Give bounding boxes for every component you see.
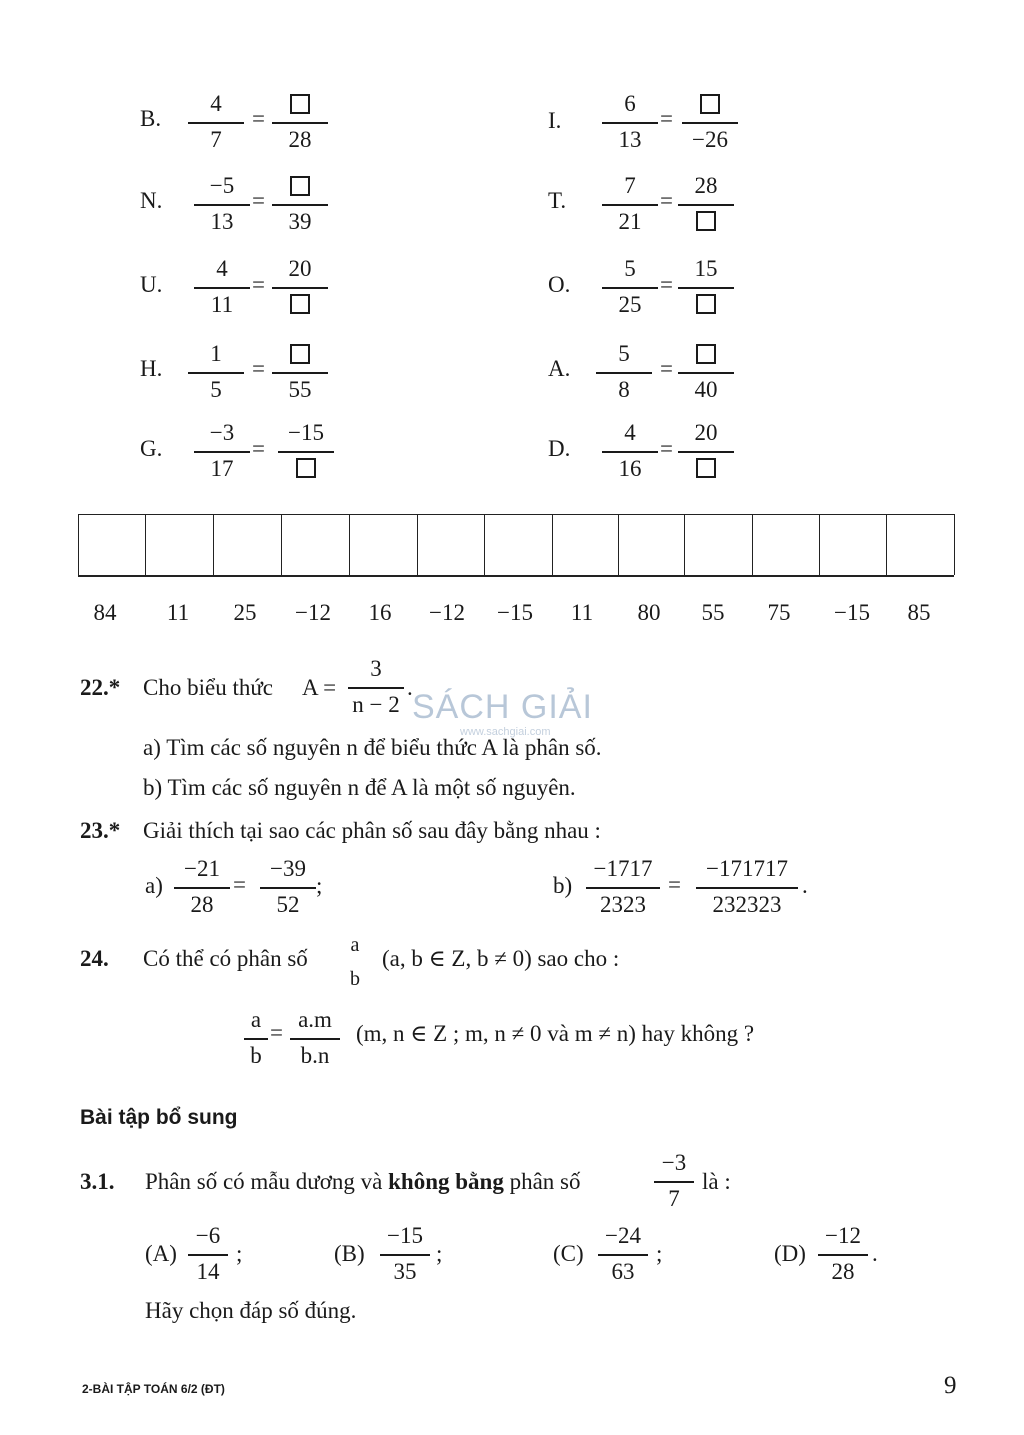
letter-label: O. (548, 272, 571, 297)
blank-box (290, 176, 310, 196)
letter-label: U. (140, 272, 163, 297)
option-label: (B) (334, 1241, 365, 1266)
grid-cell[interactable] (484, 514, 485, 575)
grid-cell[interactable] (213, 514, 214, 575)
instruction-text: Hãy chọn đáp số đúng. (145, 1298, 357, 1323)
letter-label: H. (140, 356, 163, 381)
blank-box (296, 458, 316, 478)
answer-value: −12 (429, 600, 465, 625)
answer-value: 16 (368, 600, 392, 625)
letter-label: I. (548, 108, 562, 133)
grid-cell[interactable] (78, 514, 79, 575)
part-label: b) (553, 873, 573, 898)
option-label: (C) (553, 1241, 584, 1266)
watermark-logo: SÁCH GIẢI (412, 688, 593, 726)
answer-value: 11 (166, 600, 190, 625)
page-number: 9 (944, 1372, 957, 1399)
letter-label: B. (140, 106, 162, 131)
letter-label: N. (140, 188, 163, 213)
question-text: Cho biểu thức (143, 675, 274, 700)
answer-value: 75 (767, 600, 791, 625)
grid-cell[interactable] (886, 514, 887, 575)
grid-cell[interactable] (281, 514, 282, 575)
option-label: (D) (774, 1241, 806, 1266)
answer-value: 25 (233, 600, 257, 625)
expression-lhs: A = (302, 675, 337, 700)
blank-box (696, 294, 716, 314)
letter-label: A. (548, 356, 571, 381)
answer-value: 55 (701, 600, 725, 625)
footer-book-title: 2-BÀI TẬP TOÁN 6/2 (ĐT) (82, 1382, 225, 1396)
question-text: Có thể có phân số (143, 946, 308, 971)
blank-box (290, 94, 310, 114)
grid-cell[interactable] (819, 514, 820, 575)
grid-cell[interactable] (417, 514, 418, 575)
watermark-url: www.sachgiai.com (460, 726, 551, 738)
question-text: Phân số có mẫu dương và không bằng phân số (145, 1169, 581, 1194)
option-label: (A) (145, 1241, 177, 1266)
condition-text: (m, n ∈ Z ; m, n ≠ 0 và m ≠ n) hay không ? (356, 1021, 755, 1046)
letter-label: T. (548, 188, 567, 213)
letter-label: D. (548, 436, 571, 461)
blank-box (696, 211, 716, 231)
answer-value: −12 (295, 600, 331, 625)
blank-box (700, 94, 720, 114)
blank-box (696, 458, 716, 478)
answer-value: 11 (570, 600, 594, 625)
grid-cell[interactable] (552, 514, 553, 575)
answer-value: 80 (637, 600, 661, 625)
answer-value: −15 (497, 600, 533, 625)
grid-cell[interactable] (618, 514, 619, 575)
sub-question-b: b) Tìm các số nguyên n để A là một số nguyên. (143, 775, 576, 800)
question-number: 24. (80, 946, 109, 971)
question-number: 22.* (80, 675, 121, 700)
question-text: Giải thích tại sao các phân số sau đây bằng nhau : (143, 818, 601, 843)
grid-cell[interactable] (954, 514, 955, 575)
condition-text: (a, b ∈ Z, b ≠ 0) sao cho : (382, 946, 620, 971)
blank-box (290, 344, 310, 364)
blank-box (290, 294, 310, 314)
grid-cell[interactable] (684, 514, 685, 575)
section-heading: Bài tập bổ sung (80, 1106, 238, 1129)
grid-cell[interactable] (145, 514, 146, 575)
letter-label: G. (140, 436, 163, 461)
question-number: 23.* (80, 818, 121, 843)
answer-value: 85 (907, 600, 931, 625)
blank-box (696, 344, 716, 364)
part-label: a) (145, 873, 163, 898)
answer-value: −15 (834, 600, 870, 625)
sub-question-a: a) Tìm các số nguyên n để biểu thức A là phân số. (143, 735, 602, 760)
grid-cell[interactable] (752, 514, 753, 575)
question-number: 3.1. (80, 1169, 115, 1194)
grid-cell[interactable] (349, 514, 350, 575)
answer-value: 84 (93, 600, 117, 625)
